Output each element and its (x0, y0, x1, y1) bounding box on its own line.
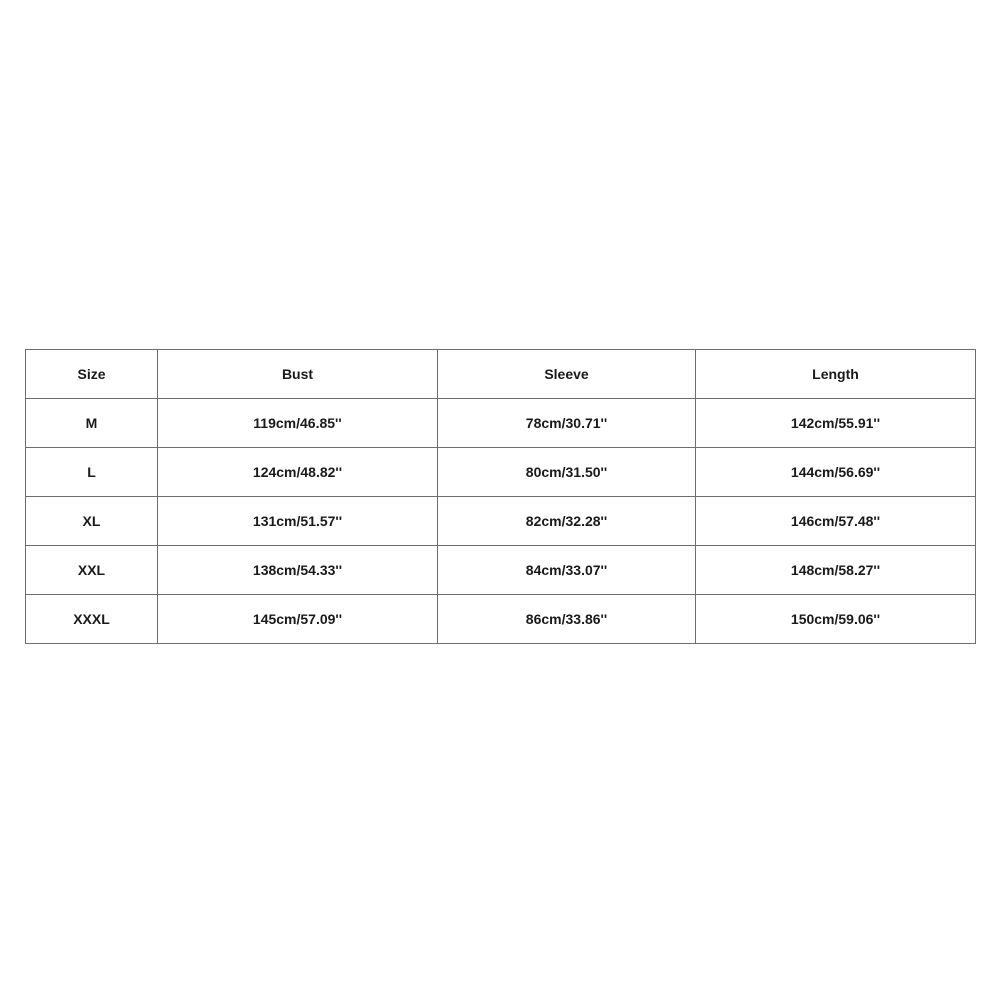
bust-cell: 124cm/48.82'' (158, 448, 438, 497)
sleeve-cell: 86cm/33.86'' (438, 595, 696, 644)
bust-cell: 131cm/51.57'' (158, 497, 438, 546)
sleeve-cell: 80cm/31.50'' (438, 448, 696, 497)
length-cell: 148cm/58.27'' (696, 546, 976, 595)
bust-cell: 145cm/57.09'' (158, 595, 438, 644)
sleeve-cell: 84cm/33.07'' (438, 546, 696, 595)
header-bust: Bust (158, 350, 438, 399)
length-cell: 150cm/59.06'' (696, 595, 976, 644)
size-cell: L (26, 448, 158, 497)
header-sleeve: Sleeve (438, 350, 696, 399)
size-cell: XXL (26, 546, 158, 595)
table-row (26, 546, 976, 595)
table-row (26, 399, 976, 448)
table-row (26, 595, 976, 644)
header-length: Length (696, 350, 976, 399)
size-cell: XXXL (26, 595, 158, 644)
size-cell: M (26, 399, 158, 448)
size-cell: XL (26, 497, 158, 546)
length-cell: 146cm/57.48'' (696, 497, 976, 546)
table-row (26, 497, 976, 546)
header-size: Size (26, 350, 158, 399)
sleeve-cell: 82cm/32.28'' (438, 497, 696, 546)
table-header-row (26, 350, 976, 399)
bust-cell: 138cm/54.33'' (158, 546, 438, 595)
sleeve-cell: 78cm/30.71'' (438, 399, 696, 448)
bust-cell: 119cm/46.85'' (158, 399, 438, 448)
table-row (26, 448, 976, 497)
length-cell: 144cm/56.69'' (696, 448, 976, 497)
length-cell: 142cm/55.91'' (696, 399, 976, 448)
size-chart-table (25, 349, 976, 644)
